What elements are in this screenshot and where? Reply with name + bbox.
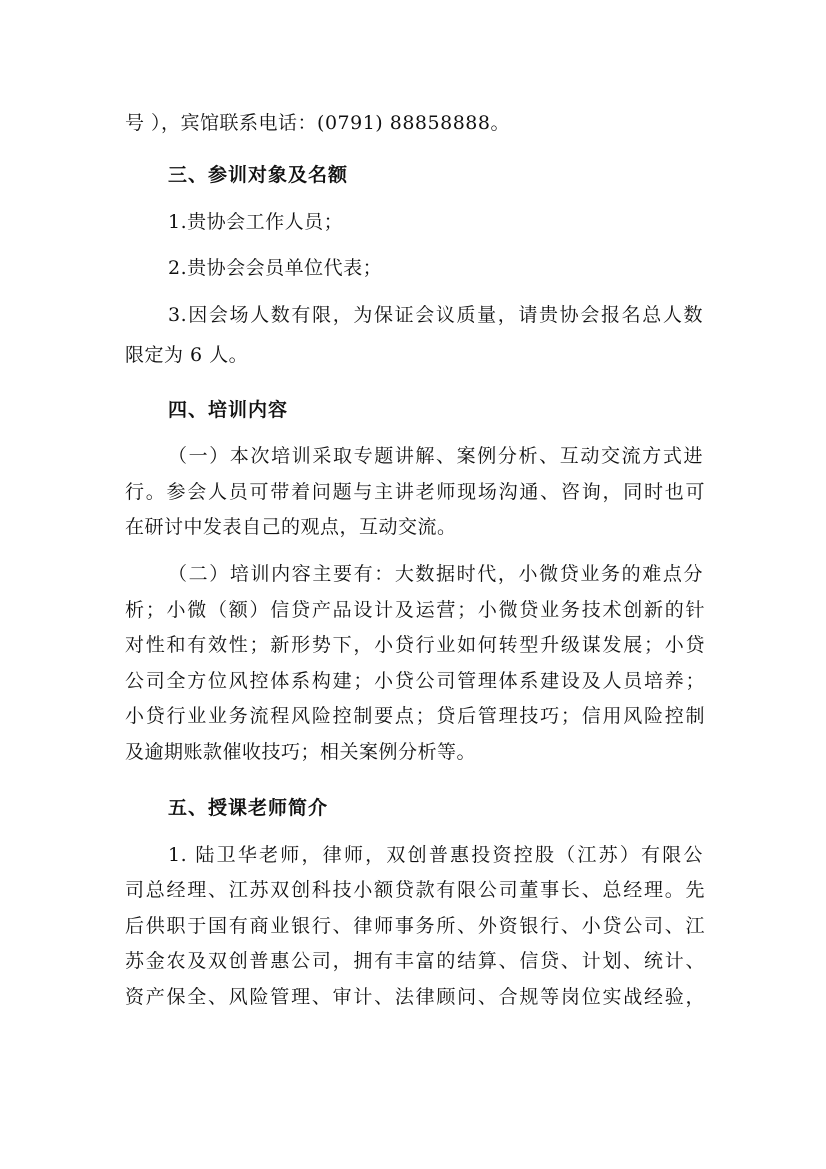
section-heading: 五、授课老师简介 xyxy=(168,797,329,819)
paragraph-line: 及逾期账款催收技巧；相关案例分析等。 xyxy=(125,741,477,763)
paragraph-line: 号 ），宾馆联系电话：(0791) 88858888。 xyxy=(125,112,510,134)
list-item: 2.贵协会会员单位代表； xyxy=(168,257,383,279)
paragraph-line: 苏金农及双创普惠公司，拥有丰富的结算、信贷、计划、统计、 xyxy=(125,950,705,972)
paragraph-line: 资产保全、风险管理、审计、法律顾问、合规等岗位实战经验， xyxy=(125,986,705,1008)
paragraph-line: 行。参会人员可带着问题与主讲老师现场沟通、咨询，同时也可 xyxy=(125,481,705,503)
paragraph-line: 限定为 6 人。 xyxy=(125,344,249,366)
paragraph-line: （二）培训内容主要有：大数据时代，小微贷业务的难点分 xyxy=(168,563,703,585)
paragraph-line: 后供职于国有商业银行、律师事务所、外资银行、小贷公司、江 xyxy=(125,915,705,937)
section-heading: 四、培训内容 xyxy=(168,399,289,421)
paragraph-line: 1. 陆卫华老师，律师，双创普惠投资控股（江苏）有限公 xyxy=(168,844,703,866)
paragraph-line: 小贷行业业务流程风险控制要点；贷后管理技巧；信用风险控制 xyxy=(125,705,705,727)
paragraph-line: 析；小微（额）信贷产品设计及运营；小微贷业务技术创新的针 xyxy=(125,599,705,621)
paragraph-line: （一）本次培训采取专题讲解、案例分析、互动交流方式进 xyxy=(168,445,703,467)
paragraph-line: 司总经理、江苏双创科技小额贷款有限公司董事长、总经理。先 xyxy=(125,879,705,901)
paragraph-line: 在研讨中发表自己的观点，互动交流。 xyxy=(125,516,457,538)
paragraph-line: 公司全方位风控体系构建；小贷公司管理体系建设及人员培养； xyxy=(125,670,705,692)
list-item: 3.因会场人数有限，为保证会议质量，请贵协会报名总人数 xyxy=(168,304,703,326)
section-heading: 三、参训对象及名额 xyxy=(168,164,349,186)
list-item: 1.贵协会工作人员； xyxy=(168,211,344,233)
paragraph-line: 对性和有效性；新形势下，小贷行业如何转型升级谋发展；小贷 xyxy=(125,634,705,656)
